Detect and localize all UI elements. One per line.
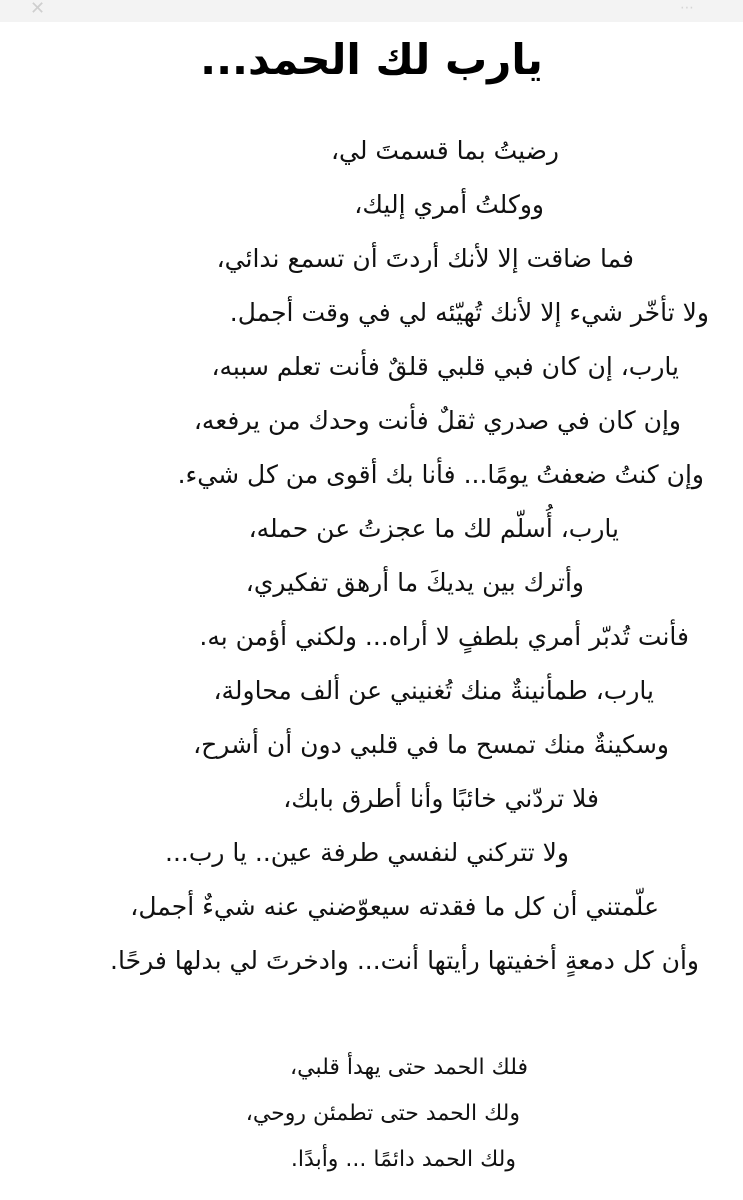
poem-line: وأترك بين يديكَ ما أرهق تفكيري،: [245, 568, 584, 597]
poem-line: وسكينةٌ منك تمسح ما في قلبي دون أن أشرح،: [193, 730, 669, 759]
poem-line: يارب، أُسلّم لك ما عجزتُ عن حمله،: [248, 514, 619, 543]
poem-line: وأن كل دمعةٍ أخفيتها رأيتها أنت... وادخرتَ لي بدلها فرحًا.: [110, 946, 699, 975]
poem-line: يارب، طمأنينةٌ منك تُغنيني عن ألف محاولة،: [213, 676, 654, 705]
poem-closing: [8, 1045, 528, 1183]
poem-line: وإن كنتُ ضعفتُ يومًا... فأنا بك أقوى من كل شيء.: [177, 460, 704, 489]
close-icon[interactable]: ✕: [30, 0, 46, 19]
poem-line: رضيتُ بما قسمتَ لي،: [330, 136, 559, 165]
menu-icon[interactable]: ⋯: [680, 0, 694, 16]
closing-line: ولك الحمد حتى تطمئن روحي،: [245, 1101, 520, 1126]
page-title: يارب لك الحمد...: [200, 35, 543, 84]
poem-line: وإن كان في صدري ثقلٌ فأنت وحدك من يرفعه،: [193, 406, 681, 435]
poem-line: ووكلتُ أمري إليك،: [354, 190, 544, 219]
poem-line: يارب، إن كان فبي قلبي قلقٌ فأنت تعلم سببه،: [211, 352, 679, 381]
closing-line: فلك الحمد حتى يهدأ قلبي،: [290, 1055, 528, 1080]
closing-line: ولك الحمد دائمًا ... وأبدًا.: [290, 1147, 516, 1172]
poem-line: ولا تتركني لنفسي طرفة عين.. يا رب...: [165, 838, 569, 867]
poem-body: [19, 124, 709, 988]
poem-line: فما ضاقت إلا لأنك أردتَ أن تسمع ندائي،: [216, 244, 634, 273]
poem-line: فأنت تُدبّر أمري بلطفٍ لا أراه... ولكني أؤمن به.: [199, 622, 689, 651]
poem-line: علّمتني أن كل ما فقدته سيعوّضني عنه شيءٌ أجمل،: [130, 892, 659, 921]
poem-line: فلا تردّني خائبًا وأنا أطرق بابك،: [283, 784, 599, 813]
poem-line: ولا تأخّر شيء إلا لأنك تُهيّئه لي في وقت أجمل.: [229, 298, 709, 327]
